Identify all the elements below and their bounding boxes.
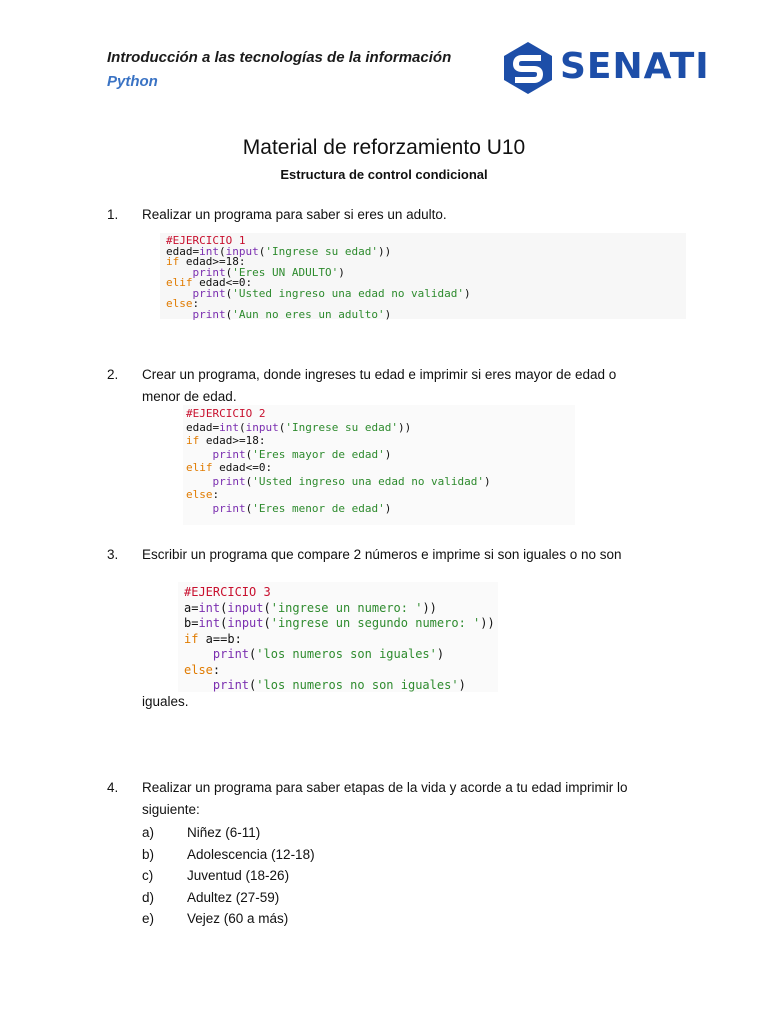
code-token: 'Ingrese su edad' [265,244,378,258]
list-item-label: b) [142,846,155,862]
code-line [166,307,686,321]
code-token: edad<=0: [192,276,253,289]
code-token: edad>=18: [199,434,266,447]
code-token: print [192,286,226,300]
code-line [184,585,498,601]
code-token: int [198,600,221,615]
code-token: ( [249,647,257,661]
code-token: ( [220,616,228,630]
code-token: #EJERCICIO 1 [166,234,246,247]
code-token: ( [225,286,233,300]
list-item-label: a) [142,825,155,840]
code-line [186,407,575,421]
code-line [184,647,498,663]
code-token: ) [384,501,392,515]
code-token: ( [278,420,286,434]
code-token: 'ingrese un numero: ' [270,600,423,615]
code-token [186,448,213,461]
code-token: ) [458,678,466,692]
question-number: 4. [107,780,119,795]
code-line [186,421,575,435]
question-2 [107,364,667,408]
code-token: if [186,434,200,447]
list-item-label: d) [142,889,155,905]
senati-logo [500,40,710,96]
question-text: Crear un programa, donde ingreses tu edad e imprimir si eres mayor de edad o menor de edad. [142,367,617,404]
code-line [184,616,498,632]
code-token: else [184,662,213,677]
code-token: print [212,647,250,661]
code-token: 'los numeros no son iguales' [256,678,459,692]
code-token: )) [397,420,412,434]
code-token: int [219,420,239,434]
question-text: Realizar un programa para saber si eres un adulto. [142,207,447,222]
code-token: ( [225,265,233,279]
code-token: print [192,265,226,279]
code-token: #EJERCICIO 2 [186,407,266,420]
code-token: ) [464,286,471,300]
code-token: print [192,307,226,321]
question-3 [107,544,667,566]
question-4 [107,777,667,821]
code-token: else [166,297,193,310]
code-token: #EJERCICIO 3 [184,585,271,599]
code-screenshot-1 [160,233,686,319]
code-token: : [192,297,200,310]
course-title: Introducción a las tecnologías de la información [107,49,452,66]
code-token: )) [422,600,437,615]
question-1 [107,204,667,226]
code-token: edad= [166,244,200,258]
list-item-label: e) [142,911,155,926]
code-line [186,434,575,448]
senati-logo-icon [500,40,556,96]
code-token: 'Usted ingreso una edad no validad' [252,474,485,488]
list-item-text: Vejez (60 a más) [187,911,289,926]
code-line [166,286,686,300]
code-token [186,502,213,515]
code-token: )) [480,616,495,630]
code-token: edad>=18: [179,255,246,268]
code-line [186,461,575,475]
code-token: 'Usted ingreso una edad no validad' [232,286,465,300]
code-token: ( [225,307,233,321]
code-token: 'Eres menor de edad' [252,501,385,515]
list-item-label: c) [142,868,154,883]
code-line [186,448,575,462]
code-token: print [212,474,246,488]
code-token: ( [245,474,253,488]
code-token: a= [184,600,199,615]
code-token: input [227,616,264,630]
code-token: input [227,600,264,615]
code-token: : [212,488,220,501]
code-token: a==b: [198,631,242,646]
code-token: )) [377,244,392,258]
code-token [184,678,213,692]
code-token: ( [258,244,266,258]
question-number: 3. [107,547,119,562]
code-token [166,308,193,321]
code-token: 'Ingrese su edad' [285,420,398,434]
code-token: input [225,244,259,258]
code-token: else [186,488,213,501]
code-token: 'los numeros son iguales' [256,647,437,661]
code-token: : [212,662,221,677]
code-token: edad<=0: [212,461,273,474]
code-token [184,647,213,661]
code-token: edad= [186,420,220,434]
document-title: Material de reforzamiento U10 [242,136,526,159]
code-line [186,488,575,502]
code-token: 'Eres mayor de edad' [252,447,385,461]
code-token: ) [384,447,392,461]
code-line [184,663,498,679]
code-line [184,601,498,617]
code-line [184,632,498,648]
code-token: ) [484,474,491,488]
senati-logo-text: SENATI [560,46,710,87]
code-token: ( [249,678,257,692]
code-token [186,475,213,488]
code-token: print [212,501,246,515]
question-number: 1. [107,207,119,222]
course-subtitle: Python [107,73,158,90]
question-number: 2. [107,367,119,382]
code-token: int [199,244,219,258]
code-token: print [212,678,250,692]
code-token: ( [239,420,246,434]
code-token: ( [220,600,228,615]
code-token: ( [219,244,226,258]
code-line [186,502,575,516]
question-text: Realizar un programa para saber etapas de la vida y acorde a tu edad imprimir lo siguiente: [142,780,628,817]
question-text: Escribir un programa que compare 2 números e imprime si son iguales o no son [142,547,622,562]
document-subtitle: Estructura de control condicional [280,167,488,182]
question-text-tail: iguales. [142,694,189,709]
code-token: int [198,616,221,630]
code-token: ) [384,307,392,321]
code-token: ( [245,501,253,515]
list-item-text: Juventud (18-26) [187,868,290,883]
code-token: 'ingrese un segundo numero: ' [270,616,481,630]
list-item-text: Adultez (27-59) [187,889,280,905]
code-token: 'Aun no eres un adulto' [232,307,385,321]
code-token: b= [184,616,199,630]
list-item-text: Adolescencia (12-18) [187,846,315,862]
code-token: 'Eres UN ADULTO' [232,265,339,279]
code-token: input [245,420,279,434]
code-token: if [166,255,180,268]
code-screenshot-2 [183,405,575,525]
code-token: print [212,447,246,461]
code-screenshot-3 [178,582,498,692]
code-token: ( [263,600,271,615]
code-token: elif [186,461,213,474]
list-item-text: Niñez (6-11) [187,825,261,840]
code-token: elif [166,276,193,289]
code-line [186,475,575,489]
code-token: if [184,631,199,646]
code-token: ( [263,616,271,630]
code-token: ( [245,447,253,461]
code-line [184,678,498,694]
code-token: ) [436,647,445,661]
code-token: ) [338,265,345,279]
